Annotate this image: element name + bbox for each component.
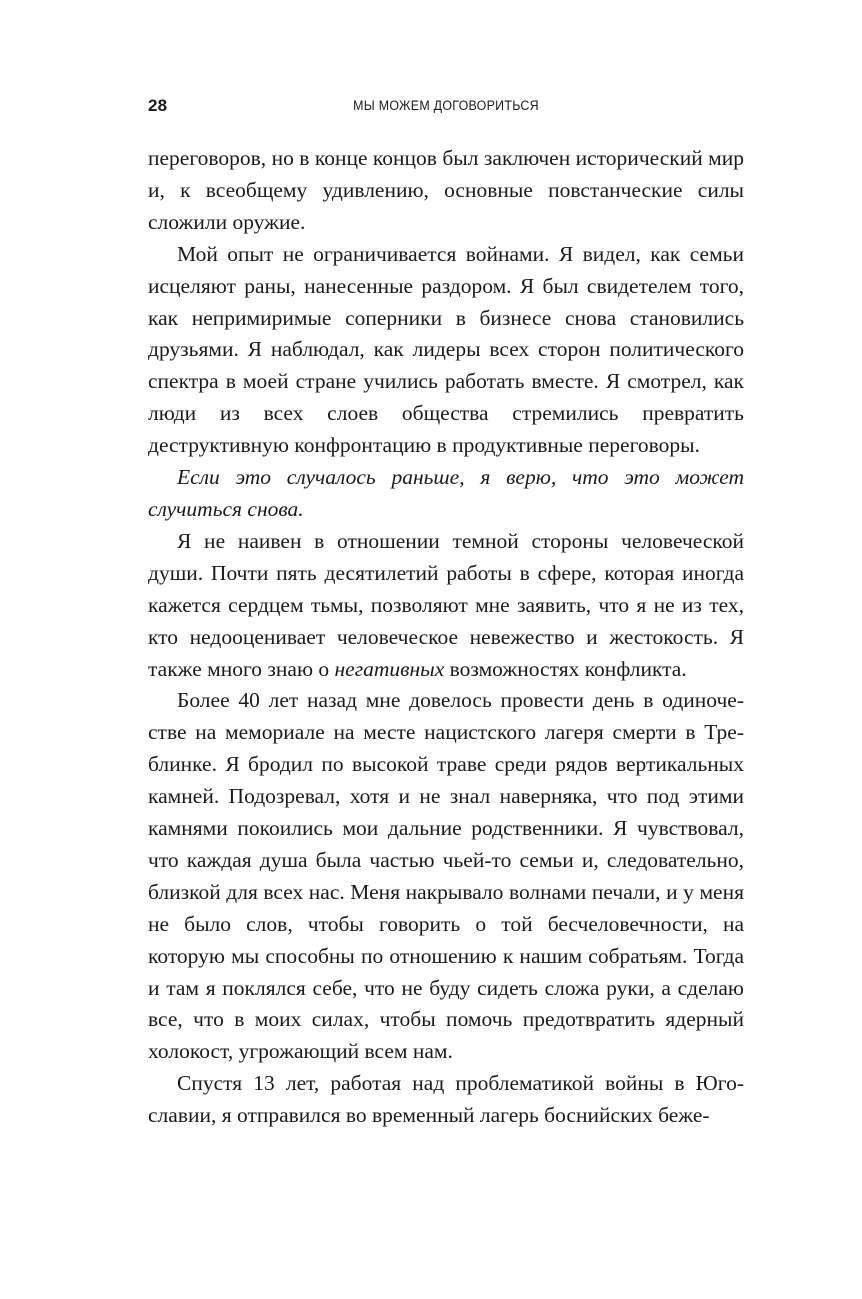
- paragraph-4-emphasis: негативных: [334, 656, 445, 681]
- paragraph-2: Мой опыт не ограничивается войнами. Я видел, как семьи исцеляют раны, нанесенные раздором. Я был свидетелем того, как непримиримые соперники в бизнесе снова становились друзьями. Я наблюдал, как лидеры всех сторон политического спектра в моей стране учились работать вместе. Я смотрел, как люди из всех слоев общества стремились превратить деструктивную конфронтацию в продуктивные переговоры.: [148, 241, 744, 458]
- page-header: [148, 96, 744, 124]
- paragraph-4: [148, 526, 744, 686]
- paragraph-5: Более 40 лет назад мне довелось провести день в одиночестве на мемориале на месте нацистского лагеря смерти в Треблинке. Я бродил по высокой траве среди рядов вертикальных камней. Подозревал, хотя и не знал наверняка, что под этими камнями покоились мои дальние родственники. Я чувствовал, что каждая душа была частью чьей-то семьи и, следовательно, близкой для всех нас. Меня накрывало волнами печали, и у меня не было слов, чтобы говорить о той бесчеловечности, на которую мы способны по отношению к нашим собратьям. Тогда и там я поклялся себе, что не буду сидеть сложа руки, а сделаю все, что в моих силах, чтобы помочь предотвратить ядерный холокост, угрожающий всем нам.: [148, 688, 744, 1064]
- page-number: 28: [148, 96, 168, 115]
- running-title: МЫ МОЖЕМ ДОГОВОРИТЬСЯ: [353, 98, 539, 113]
- body-text: [148, 143, 744, 1132]
- paragraph-4-end: возможностях конфликта.: [444, 656, 687, 681]
- italic-quote: Если это случалось раньше, я верю, что это может случиться снова.: [148, 465, 744, 521]
- paragraph-3-italic: [148, 462, 744, 526]
- paragraph-1: переговоров, но в конце концов был заключен исторический мир и, к всеобщему удивлению, основные повстанческие силы сложили оружие.: [148, 146, 744, 234]
- paragraph-4-start: Я не наивен в отношении темной стороны человеческой души. Почти пять десятилетий работы в сфере, которая иногда кажется сердцем тьмы, позволяют мне заявить, что я не из тех, кто недооценивает человеческое невежество и жестокость. Я также много знаю о: [148, 528, 744, 681]
- paragraph-6: Спустя 13 лет, работая над проблематикой войны в Югославии, я отправился во временный лагерь боснийских беже-: [148, 1071, 744, 1128]
